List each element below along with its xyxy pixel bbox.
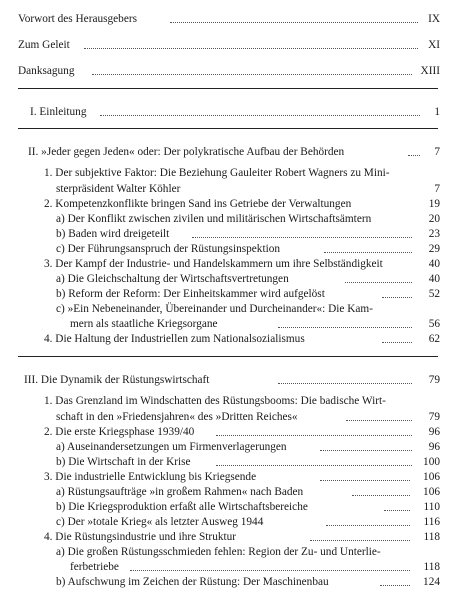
section-page: 118 [423,531,440,543]
section-page: 79 [428,411,440,423]
subsection-title-continued: mern als staatliche Kriegsorgane [70,318,218,330]
toc-entry-vorwort [0,10,462,28]
section-page: 62 [428,333,440,345]
subsection-page: 124 [423,576,440,588]
leader-dots [384,510,410,511]
subsection-title: c) Der Führungsanspruch der Rüstungsinspektion [56,243,281,255]
subsection-title: b) Reform der Reform: Der Einheitskammer wird aufgelöst [56,288,325,300]
section-title: 4. Die Haltung der Industriellen zum Nationalsozialismus [44,333,305,345]
entry-title: Vorwort des Herausgebers [18,13,138,25]
section-title: 3. Der Kampf der Industrie- und Handelskammern um ihre Selbständigkeit [44,258,383,270]
subsection-page: 23 [428,228,440,240]
subsection-title: b) Die Kriegsproduktion erfaßt alle Wirtschaftsbereiche [56,501,308,513]
leader-dots [92,74,412,75]
section-title: 1. Der subjektive Faktor: Die Beziehung Gauleiter Robert Wagners zu Mini- [44,167,390,179]
subsection-page: 116 [423,516,440,528]
subsection-title-continued: ferbetriebe [70,561,119,573]
section-title: 4. Die Rüstungsindustrie und ihre Struktur [44,531,237,543]
section-page: 96 [428,426,440,438]
section-page: 106 [423,471,440,483]
leader-dots [130,570,410,571]
toc-entry-danksagung [0,62,462,80]
toc-chapter-2 [0,143,462,161]
divider-rule [18,356,438,357]
subsection-page: 52 [428,288,440,300]
subsection-title: b) Baden wird dreigeteilt [56,228,170,240]
leader-dots [216,435,412,436]
entry-title: Danksagung [18,65,75,77]
subsection-page: 20 [428,213,440,225]
subsection-page: 118 [423,561,440,573]
subsection-title: b) Die Wirtschaft in der Krise [56,456,191,468]
entry-page: XIII [420,65,440,77]
entry-title: Zum Geleit [18,39,70,51]
leader-dots [380,585,410,586]
subsection-page: 106 [423,486,440,498]
section-title: 3. Die industrielle Entwicklung bis Kriegsende [44,471,257,483]
leader-dots [278,383,412,384]
section-title: 2. Kompetenzkonflikte bringen Sand ins Getriebe der Verwaltungen [44,198,352,210]
section-page: 19 [428,198,440,210]
leader-dots [278,327,412,328]
leader-dots [382,297,412,298]
subsection-page: 40 [428,273,440,285]
subsection-title: a) Rüstungsaufträge »in großem Rahmen« nach Baden [56,486,304,498]
subsection-title: a) Auseinandersetzungen um Firmenverlagerungen [56,441,287,453]
subsection-page: 100 [423,456,440,468]
subsection-page: 56 [428,318,440,330]
leader-dots [216,465,412,466]
leader-dots [320,450,412,451]
entry-page: XI [428,39,440,51]
entry-page: IX [428,13,440,25]
chapter-title: II. »Jeder gegen Jeden« oder: Der polykratische Aufbau der Behörden [28,146,345,158]
leader-dots [382,342,412,343]
section-page: 40 [428,258,440,270]
leader-dots [324,252,412,253]
leader-dots [345,282,412,283]
subsection-title: c) Der »totale Krieg« als letzter Ausweg 1944 [56,516,264,528]
toc-entry-geleit [0,36,462,54]
subsection-title: b) Aufschwung im Zeichen der Rüstung: Der Maschinenbau [56,576,329,588]
subsection-title: a) Die großen Rüstungsschmieden fehlen: Region der Zu- und Unterlie- [56,546,381,558]
leader-dots [100,115,420,116]
subsection-page: 110 [423,501,440,513]
subsection-title: a) Der Konflikt zwischen zivilen und militärischen Wirtschaftsämtern [56,213,372,225]
chapter-page: 1 [434,106,440,118]
section-title-continued: schaft in den »Friedensjahren« des »Dritten Reiches« [56,411,298,423]
chapter-title: I. Einleitung [30,106,87,118]
leader-dots [408,155,420,156]
subsection-title: c) »Ein Nebeneinander, Übereinander und Durcheinander«: Die Kam- [56,303,373,315]
toc-chapter-1 [0,103,462,121]
toc-subsection-3-4-b [0,573,462,591]
section-title-continued: sterpräsident Walter Köhler [56,183,181,195]
chapter-title: III. Die Dynamik der Rüstungswirtschaft [24,374,210,386]
leader-dots [346,420,412,421]
subsection-title: a) Die Gleichschaltung der Wirtschaftsvertretungen [56,273,289,285]
leader-dots [170,22,418,23]
leader-dots [326,525,410,526]
leader-dots [84,48,418,49]
section-page: 7 [434,183,440,195]
chapter-page: 7 [434,146,440,158]
leader-dots [320,480,410,481]
toc-section-2-4 [0,330,462,348]
section-title: 2. Die erste Kriegsphase 1939/40 [44,426,195,438]
section-title: 1. Das Grenzland im Windschatten des Rüstungsbooms: Die badische Wirt- [44,395,386,407]
divider-rule [18,128,438,129]
leader-dots [192,237,412,238]
toc-chapter-3 [0,371,462,389]
subsection-page: 29 [428,243,440,255]
leader-dots [352,495,410,496]
subsection-page: 96 [428,441,440,453]
leader-dots [310,540,410,541]
chapter-page: 79 [428,374,440,386]
divider-rule [18,88,438,89]
